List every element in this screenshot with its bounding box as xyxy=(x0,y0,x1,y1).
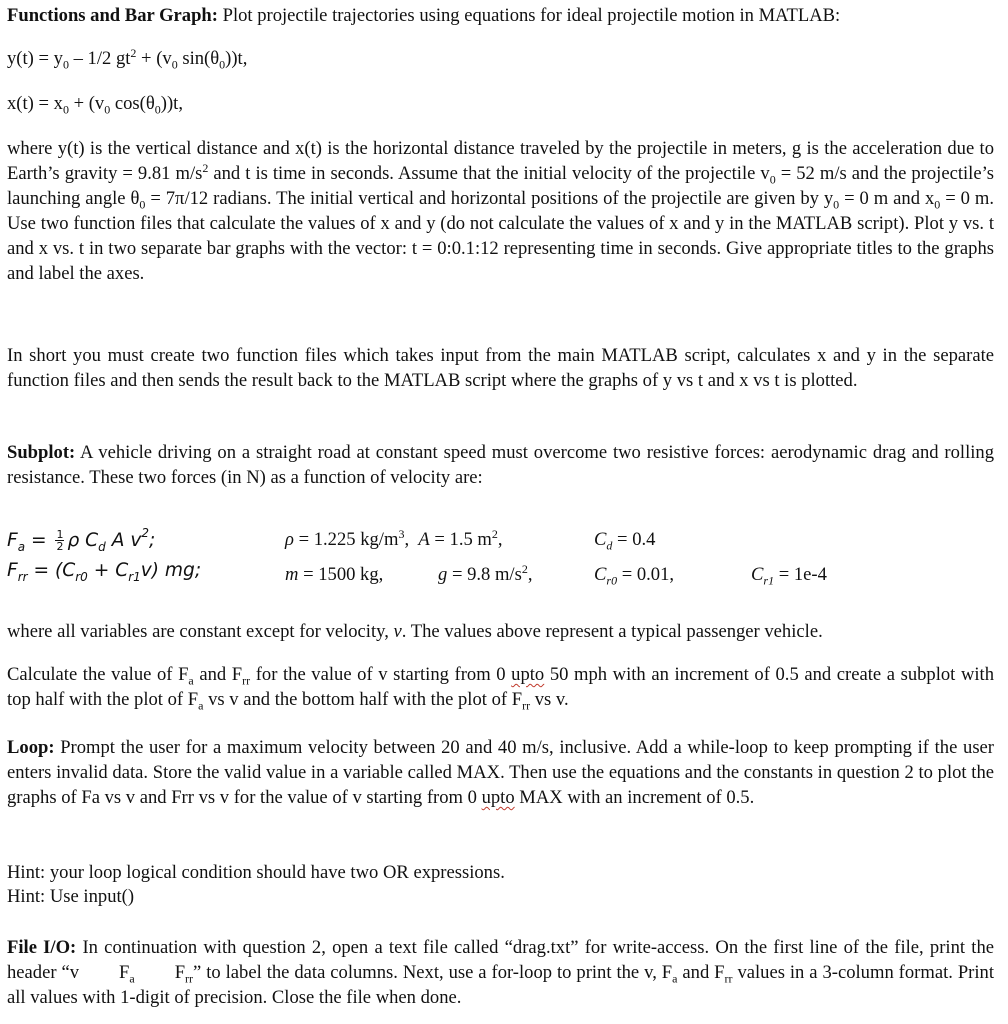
loop-title: Loop: xyxy=(7,737,55,758)
functions-description: where y(t) is the vertical distance and x(t) is the horizontal distance traveled by the projectile in meters, g is the acceleration due to Earth’s gravity = 9.81 $m/s^2$ and t is time in seconds. Assume that the initial velocity of the projectile $v_0 = 52$ m/s and the projectile’s launching angle $\theta_0 = 7\pi/12$ radians. The initial vertical and horizontal positions of the projectile are given by $y_0 = 0$ m and $x_0 = 0$ m. Use two function files that calculate the values of x and y (do not calculate the values of x and y in the MATLAB script). Plot y vs. t and x vs. t in two separate bar graphs with the vector: t = 0:0.1:12 representing time in seconds. Give appropriate titles to the graphs and label the axes. xyxy=(7,138,994,284)
subplot-task: Calculate the value of $F_a$ and $F_{rr}$ for the value of v starting from 0 upto 50 mph with an increment of 0.5 and create a subplot with top half with the plot of $F_a$ vs v and the bottom half with the plot of $F_{rr}$ vs v. xyxy=(7,664,995,713)
constant-cd: $C_d = 0.4$ xyxy=(594,529,656,553)
constant-rho-area: ρ = 1.225 $kg/m^3$, A = 1.5 $m^2$, xyxy=(285,526,503,550)
fileio-task: File I/O: In continuation with question 2, open a text file called “drag.txt” for write-access. On the first line of the file, print the header “v $F_a$ $F_{rr}$” to label the data columns. Next, use a for-loop to print the v, $F_a$ and $F_{rr}$ values in a 3-column format. Print all values with 1-digit of precision. Close the file when done. xyxy=(7,937,994,1008)
equation-y: $y(t) = y_0 - 1/2$ $gt^2 + (v_0$ $\sin(\theta_0))t$, xyxy=(7,45,248,72)
equation-fa: $F_a$ = $\frac{1}{2}$ ρ $C_d$ A $v^2$; xyxy=(7,526,156,554)
loop-hint-1: Hint: your loop logical condition should have two OR expressions. xyxy=(7,862,505,883)
subplot-title: Subplot: xyxy=(7,442,76,463)
equation-frr: $F_{rr} = (C_{r0} + C_{r1}v)$ mg; xyxy=(7,560,202,584)
functions-summary: In short you must create two function files which takes input from the main MATLAB script, calculates x and y in the separate function files and then sends the result back to the MATLAB script where the graphs of y vs t and x vs t is plotted. xyxy=(7,345,994,391)
loop-task: Loop: Prompt the user for a maximum velocity between 20 and 40 m/s, inclusive. Add a while-loop to keep prompting if the user enters invalid data. Store the valid value in a variable called MAX. Then use the equations and the constants in question 2 to plot the graphs of Fa vs v and Frr vs v for the value of v starting from 0 upto MAX with an increment of 0.5. xyxy=(7,737,994,808)
fileio-title: File I/O: xyxy=(7,937,77,958)
constant-mass: m = 1500 kg, xyxy=(285,564,384,585)
equation-x: $x(t) = x_0 + (v_0$ $\cos(\theta_0))t$, xyxy=(7,93,183,117)
loop-hint-2: Hint: Use input() xyxy=(7,886,135,907)
subplot-variables-note: where all variables are constant except for velocity, v. The values above represent a typical passenger vehicle. xyxy=(7,621,823,642)
subplot-intro: Subplot: A vehicle driving on a straight road at constant speed must overcome two resistive forces: aerodynamic drag and rolling resistance. These two forces (in N) as a function of velocity are: xyxy=(7,442,994,488)
constant-gravity: g = 9.8 $m/s^2$, xyxy=(438,561,533,585)
functions-title: Functions and Bar Graph: xyxy=(7,5,218,26)
constant-cr0: $C_{r0} = 0.01$, xyxy=(594,564,675,588)
functions-intro: Functions and Bar Graph: Plot projectile trajectories using equations for ideal projectile motion in MATLAB: xyxy=(7,5,841,26)
constant-cr1: $C_{r1} = 1e-4$ xyxy=(751,564,827,588)
